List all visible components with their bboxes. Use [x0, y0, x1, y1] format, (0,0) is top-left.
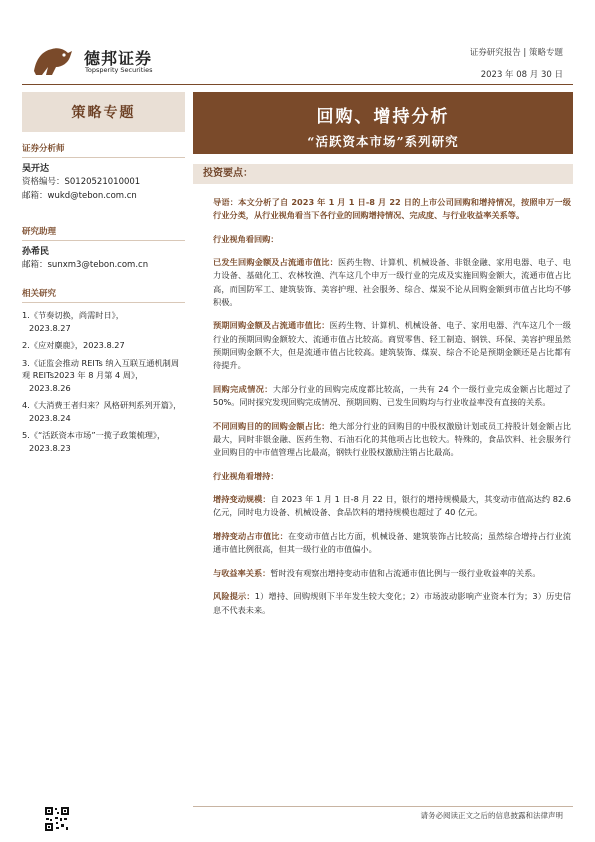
company-name-en: Topsperity Securities	[85, 66, 153, 74]
disclaimer-note[interactable]: 请务必阅读正文之后的信息披露和法律声明	[420, 811, 563, 820]
analyst-email[interactable]: 邮箱：wukd@tebon.com.cn	[22, 191, 137, 201]
paragraph-expected-buyback: 预期回购金额及占流通市值比：医药生物、计算机、机械设备、电子、家用电器、汽车这几个一级行业的预期回购金额较大、流通市值占比较高。商贸零售、轻工制造、钢铁、环保、美容护理虽然预期回购金额不大，但是流通市值占比较高。建筑装饰、煤炭、综合不论是预期金额还是占比都有待提升。	[213, 320, 571, 371]
analyst-cert: 资格编号：S0120521010001	[22, 177, 141, 187]
intro-paragraph: 导语：本文分析了自 2023 年 1 月 1 日-8 月 22 日的上市公司回购和增持情况，按照申万一级行业分类，从行业视角看当下各行业的回购增持情况、完成度、与行业收益率关系等。	[213, 197, 571, 221]
key-points-body	[213, 196, 571, 627]
category-label: 策略专题	[71, 105, 136, 121]
footer-divider	[193, 806, 573, 807]
related-item[interactable]: 2.《应对麋鹿》，2023.8.27	[22, 340, 125, 350]
assistant-email[interactable]: 邮箱：sunxm3@tebon.com.cn	[22, 260, 149, 270]
category-box	[22, 92, 185, 132]
analyst-name: 吴开达	[22, 164, 50, 174]
qr-code-icon	[44, 806, 70, 832]
key-points-heading: 投资要点：	[193, 164, 573, 184]
related-list	[22, 309, 185, 459]
paragraph-buyback-completion: 回购完成情况：大部分行业的回购完成度都比较高，一共有 24 个一级行业完成金额占比超过了 50%。同时探究发现回购完成情况、预期回购、已发生回购均与行业收益率没有直接的关系。	[213, 383, 571, 407]
paragraph-return-relation: 与收益率关系：暂时没有观察出增持变动市值和占流通市值比例与一级行业收益率的关系。	[213, 567, 541, 578]
company-logo-icon	[28, 41, 76, 79]
header-divider	[22, 84, 573, 85]
paragraph-risk: 风险提示：1）增持、回购规则下半年发生较大变化；2）市场波动影响产业资本行为；3）历史信息不代表未来。	[213, 591, 571, 615]
section-heading-buyback: 行业视角看回购：	[213, 233, 279, 244]
report-subtitle: “活跃资本市场”系列研究	[307, 134, 459, 149]
paragraph-buyback-purpose: 不同回购目的的回购金额占比：绝大部分行业的回购目的中股权激励计划或员工持股计划金额占比最大，同时非银金融、医药生物、石油石化的其他项占比也较大。特殊的，食品饮料、社会服务行业回购目的中市值管理占比最高，钢铁行业股权激励注销占比最高。	[213, 420, 571, 458]
analyst-heading: 证券分析师	[22, 142, 185, 158]
assistant-heading: 研究助理	[22, 225, 185, 241]
company-name: 德邦证券	[84, 49, 153, 68]
report-title: 回购、增持分析	[316, 107, 450, 127]
paragraph-buyback-amount: 已发生回购金额及占流通市值比：医药生物、计算机、机械设备、非银金融、家用电器、电子、电力设备、基础化工、农林牧渔、汽车这几个申万一级行业的完成及实施回购金额大，流通市值占比高，而国防军工、建筑装饰、美容护理、社会服务、综合、煤炭不论从回购金额到市值占比均不够积极。	[213, 257, 571, 307]
paragraph-increase-scale: 增持变动规模：自 2023 年 1 月 1 日-8 月 22 日，银行的增持规模最大，其变动市值高达约 82.6 亿元，同时电力设备、机械设备、食品饮料的增持规模也超过了 40 亿元。	[213, 493, 571, 518]
report-type: 证券研究报告 | 策略专题	[469, 48, 563, 58]
related-item[interactable]: 4.《大消费王者归来？风格研判系列开篇》， 2023.8.24	[22, 400, 182, 423]
related-item[interactable]: 1.《节奏切换，尚需时日》， 2023.8.27	[22, 310, 124, 333]
paragraph-increase-ratio: 增持变动占市值比：在变动市值占比方面，机械设备、建筑装饰占比较高；虽然综合增持占行业流通市值比例很高，但其一级行业的市值偏小。	[213, 530, 571, 555]
section-heading-increase: 行业视角看增持：	[213, 470, 279, 481]
report-date: 2023 年 08 月 30 日	[480, 70, 563, 80]
assistant-name: 孙希民	[22, 247, 50, 257]
related-item[interactable]: 3.《证监会推动 REITs 纳入互联互通机制周观 REITs2023 年 8 月第 4 周》， 2023.8.26	[22, 357, 180, 393]
related-item[interactable]: 5.《“活跃资本市场”一揽子政策梳理》， 2023.8.23	[22, 430, 166, 453]
title-banner	[193, 92, 573, 154]
related-heading: 相关研究	[22, 287, 185, 303]
